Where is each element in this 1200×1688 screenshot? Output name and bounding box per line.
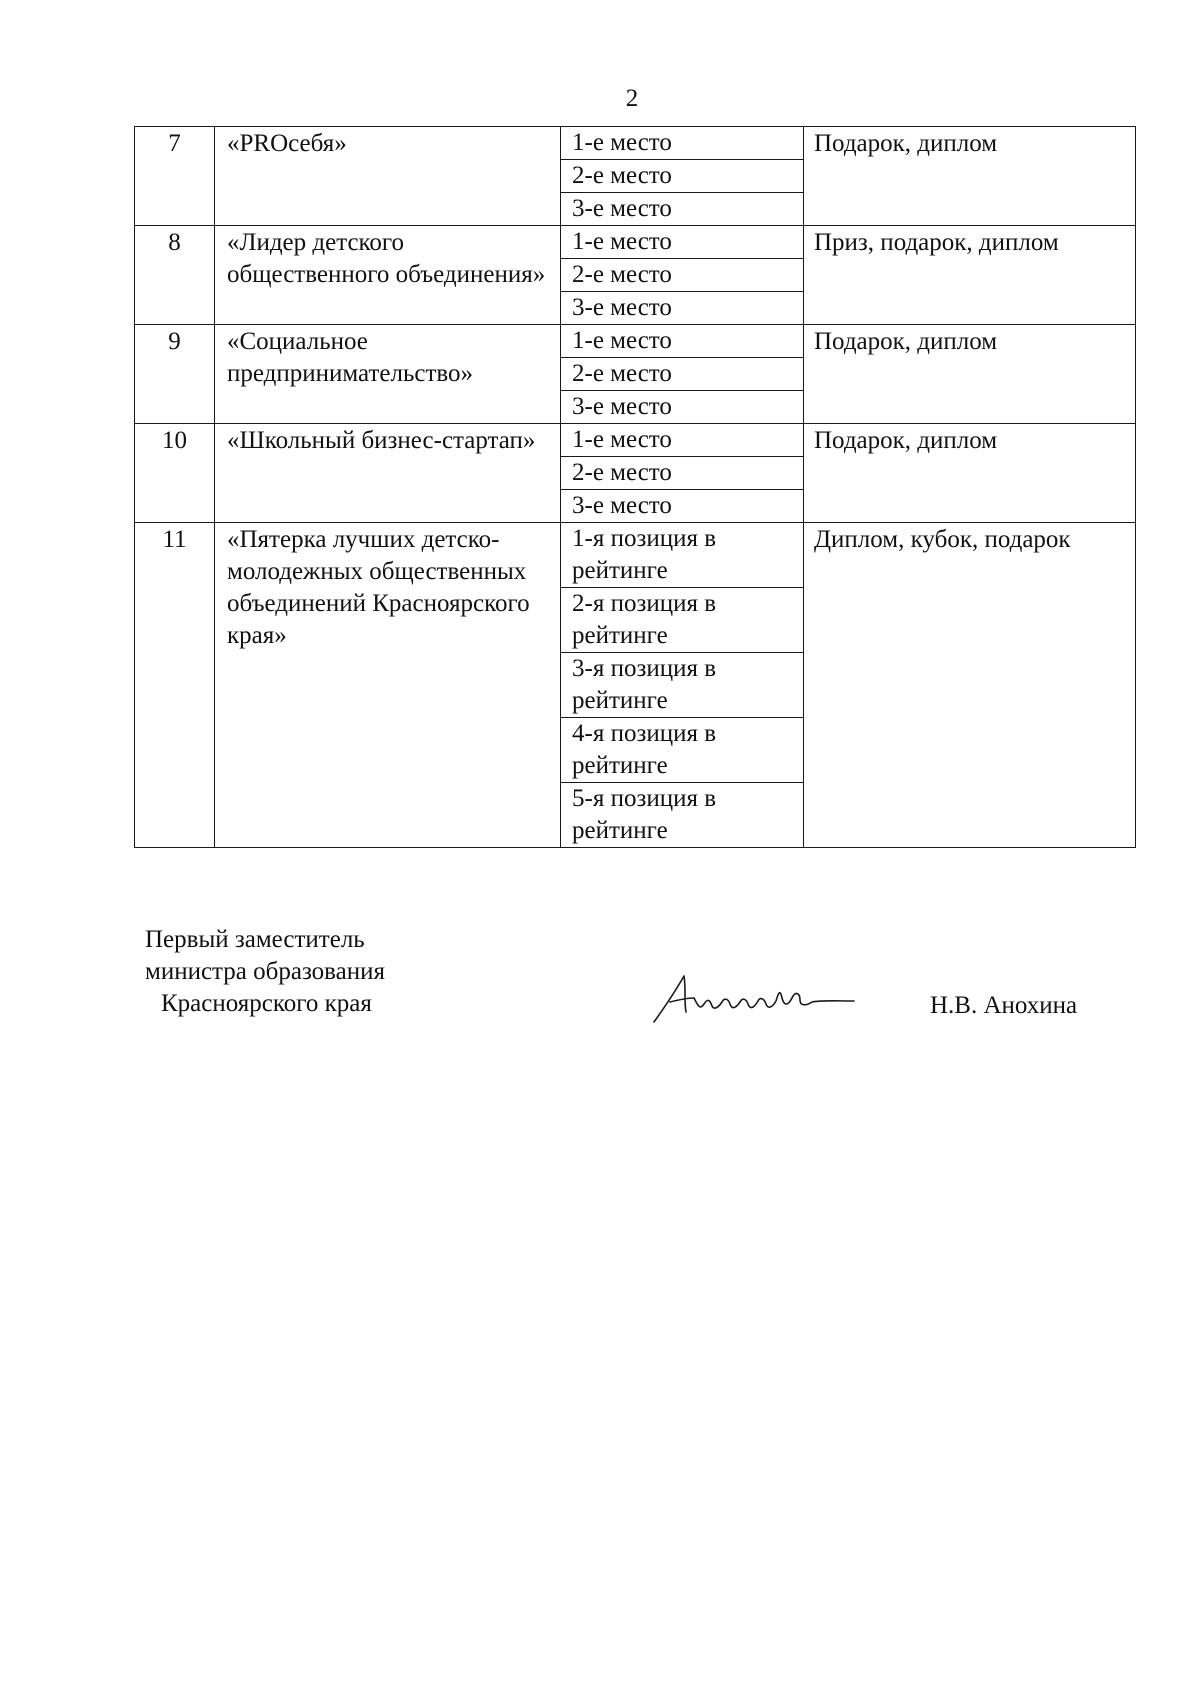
place-item: 3-я позиция в рейтинге [561, 652, 803, 717]
place-item: 2-е место [561, 258, 803, 291]
table-row [135, 523, 1136, 848]
page-number: 2 [625, 85, 639, 112]
places-cell [561, 226, 804, 325]
table-row [135, 226, 1136, 325]
place-item: 1-я позиция в рейтинге [572, 525, 717, 584]
position-line: министра образования [145, 958, 386, 985]
nomination-name: «Пятерка лучших детско-молодежных общественных объединений Красноярского края» [215, 523, 561, 848]
place-item: 2-е место [561, 357, 803, 390]
prize-text: Диплом, кубок, подарок [804, 523, 1136, 848]
prize-text: Подарок, диплом [804, 127, 1136, 226]
position-line: Первый заместитель [145, 926, 365, 953]
place-item: 3-е место [561, 291, 803, 324]
place-item: 1-е место [572, 228, 672, 255]
row-number: 8 [135, 226, 215, 325]
prize-text: Приз, подарок, диплом [804, 226, 1136, 325]
row-number: 11 [135, 523, 215, 848]
place-item: 1-е место [572, 327, 672, 354]
places-cell [561, 127, 804, 226]
place-item: 1-е место [572, 129, 672, 156]
place-item: 2-е место [561, 456, 803, 489]
row-number: 7 [135, 127, 215, 226]
table-row [135, 424, 1136, 523]
signer-name: Н.В. Анохина [930, 992, 1078, 1019]
handwritten-signature [650, 968, 860, 1028]
nomination-name: «Социальное предпринимательство» [215, 325, 561, 424]
place-item: 2-е место [561, 159, 803, 192]
awards-table [134, 126, 1136, 848]
place-item: 3-е место [561, 489, 803, 522]
row-number: 9 [135, 325, 215, 424]
place-item: 5-я позиция в рейтинге [561, 782, 803, 847]
place-item: 3-е место [561, 390, 803, 423]
position-line: Красноярского края [161, 990, 372, 1017]
nomination-name: «Лидер детского общественного объединения» [215, 226, 561, 325]
nomination-name: «PROсебя» [215, 127, 561, 226]
nomination-name: «Школьный бизнес-стартап» [215, 424, 561, 523]
row-number: 10 [135, 424, 215, 523]
place-item: 2-я позиция в рейтинге [561, 587, 803, 652]
prize-text: Подарок, диплом [804, 424, 1136, 523]
place-item: 1-е место [572, 426, 672, 453]
place-item: 4-я позиция в рейтинге [561, 717, 803, 782]
places-cell [561, 424, 804, 523]
places-cell [561, 523, 804, 848]
places-cell [561, 325, 804, 424]
place-item: 3-е место [561, 192, 803, 225]
signatory-position [145, 924, 385, 1020]
table-row [135, 127, 1136, 226]
prize-text: Подарок, диплом [804, 325, 1136, 424]
table-row [135, 325, 1136, 424]
